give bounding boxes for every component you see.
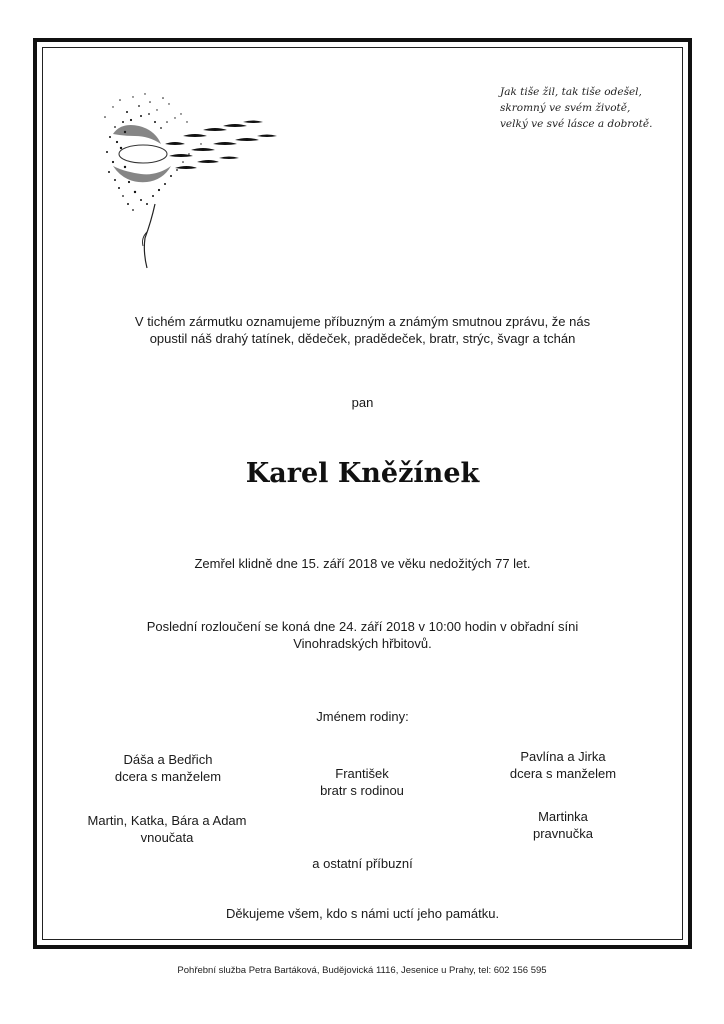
family-names: Dáša a Bedřich xyxy=(123,752,213,767)
family-relation: pravnučka xyxy=(533,826,593,841)
sunset-birds-emblem xyxy=(95,92,295,272)
farewell-line-1: Poslední rozloučení se koná dne 24. září 2018 v 10:00 hodin v obřadní síni xyxy=(146,619,579,634)
announcement xyxy=(42,313,683,347)
deceased-name: Karel Kněžínek xyxy=(245,458,480,489)
family-names: Martinka xyxy=(538,809,588,824)
family-relation: vnoučata xyxy=(140,830,194,845)
family-group xyxy=(68,751,268,785)
family-relation: bratr s rodinou xyxy=(320,783,404,798)
other-relatives: a ostatní příbuzní xyxy=(312,856,413,871)
thanks-line: Děkujeme všem, kdo s námi uctí jeho památku. xyxy=(225,906,500,921)
salutation: pan xyxy=(351,395,374,410)
motto-line-3: velký ve své lásce a dobrotě. xyxy=(500,118,653,130)
family-group xyxy=(463,808,663,842)
announcement-line-1: V tichém zármutku oznamujeme příbuzným a známým smutnou zprávu, že nás xyxy=(134,314,591,329)
announcement-line-2: opustil náš drahý tatínek, dědeček, pradědeček, bratr, strýc, švagr a tchán xyxy=(149,331,576,346)
family-names: Pavlína a Jirka xyxy=(520,749,606,764)
farewell-line-2: Vinohradských hřbitovů. xyxy=(293,636,432,651)
family-names: Martin, Katka, Bára a Adam xyxy=(87,813,247,828)
family-heading: Jménem rodiny: xyxy=(316,709,409,724)
motto-verse xyxy=(500,84,680,132)
motto-line-2: skromný ve svém životě, xyxy=(500,102,631,114)
family-group xyxy=(463,748,663,782)
death-notice: Zemřel klidně dne 15. září 2018 ve věku nedožitých 77 let. xyxy=(194,556,531,571)
family-group xyxy=(262,765,462,799)
family-relation: dcera s manželem xyxy=(114,769,222,784)
family-group xyxy=(62,812,272,846)
family-relation: dcera s manželem xyxy=(509,766,617,781)
funeral-service-footer: Pohřební služba Petra Bartáková, Budějovická 1116, Jesenice u Prahy, tel: 602 156 595 xyxy=(177,965,547,976)
farewell-notice xyxy=(42,618,683,652)
motto-line-1: Jak tiše žil, tak tiše odešel, xyxy=(500,86,642,98)
family-names: František xyxy=(335,766,389,781)
